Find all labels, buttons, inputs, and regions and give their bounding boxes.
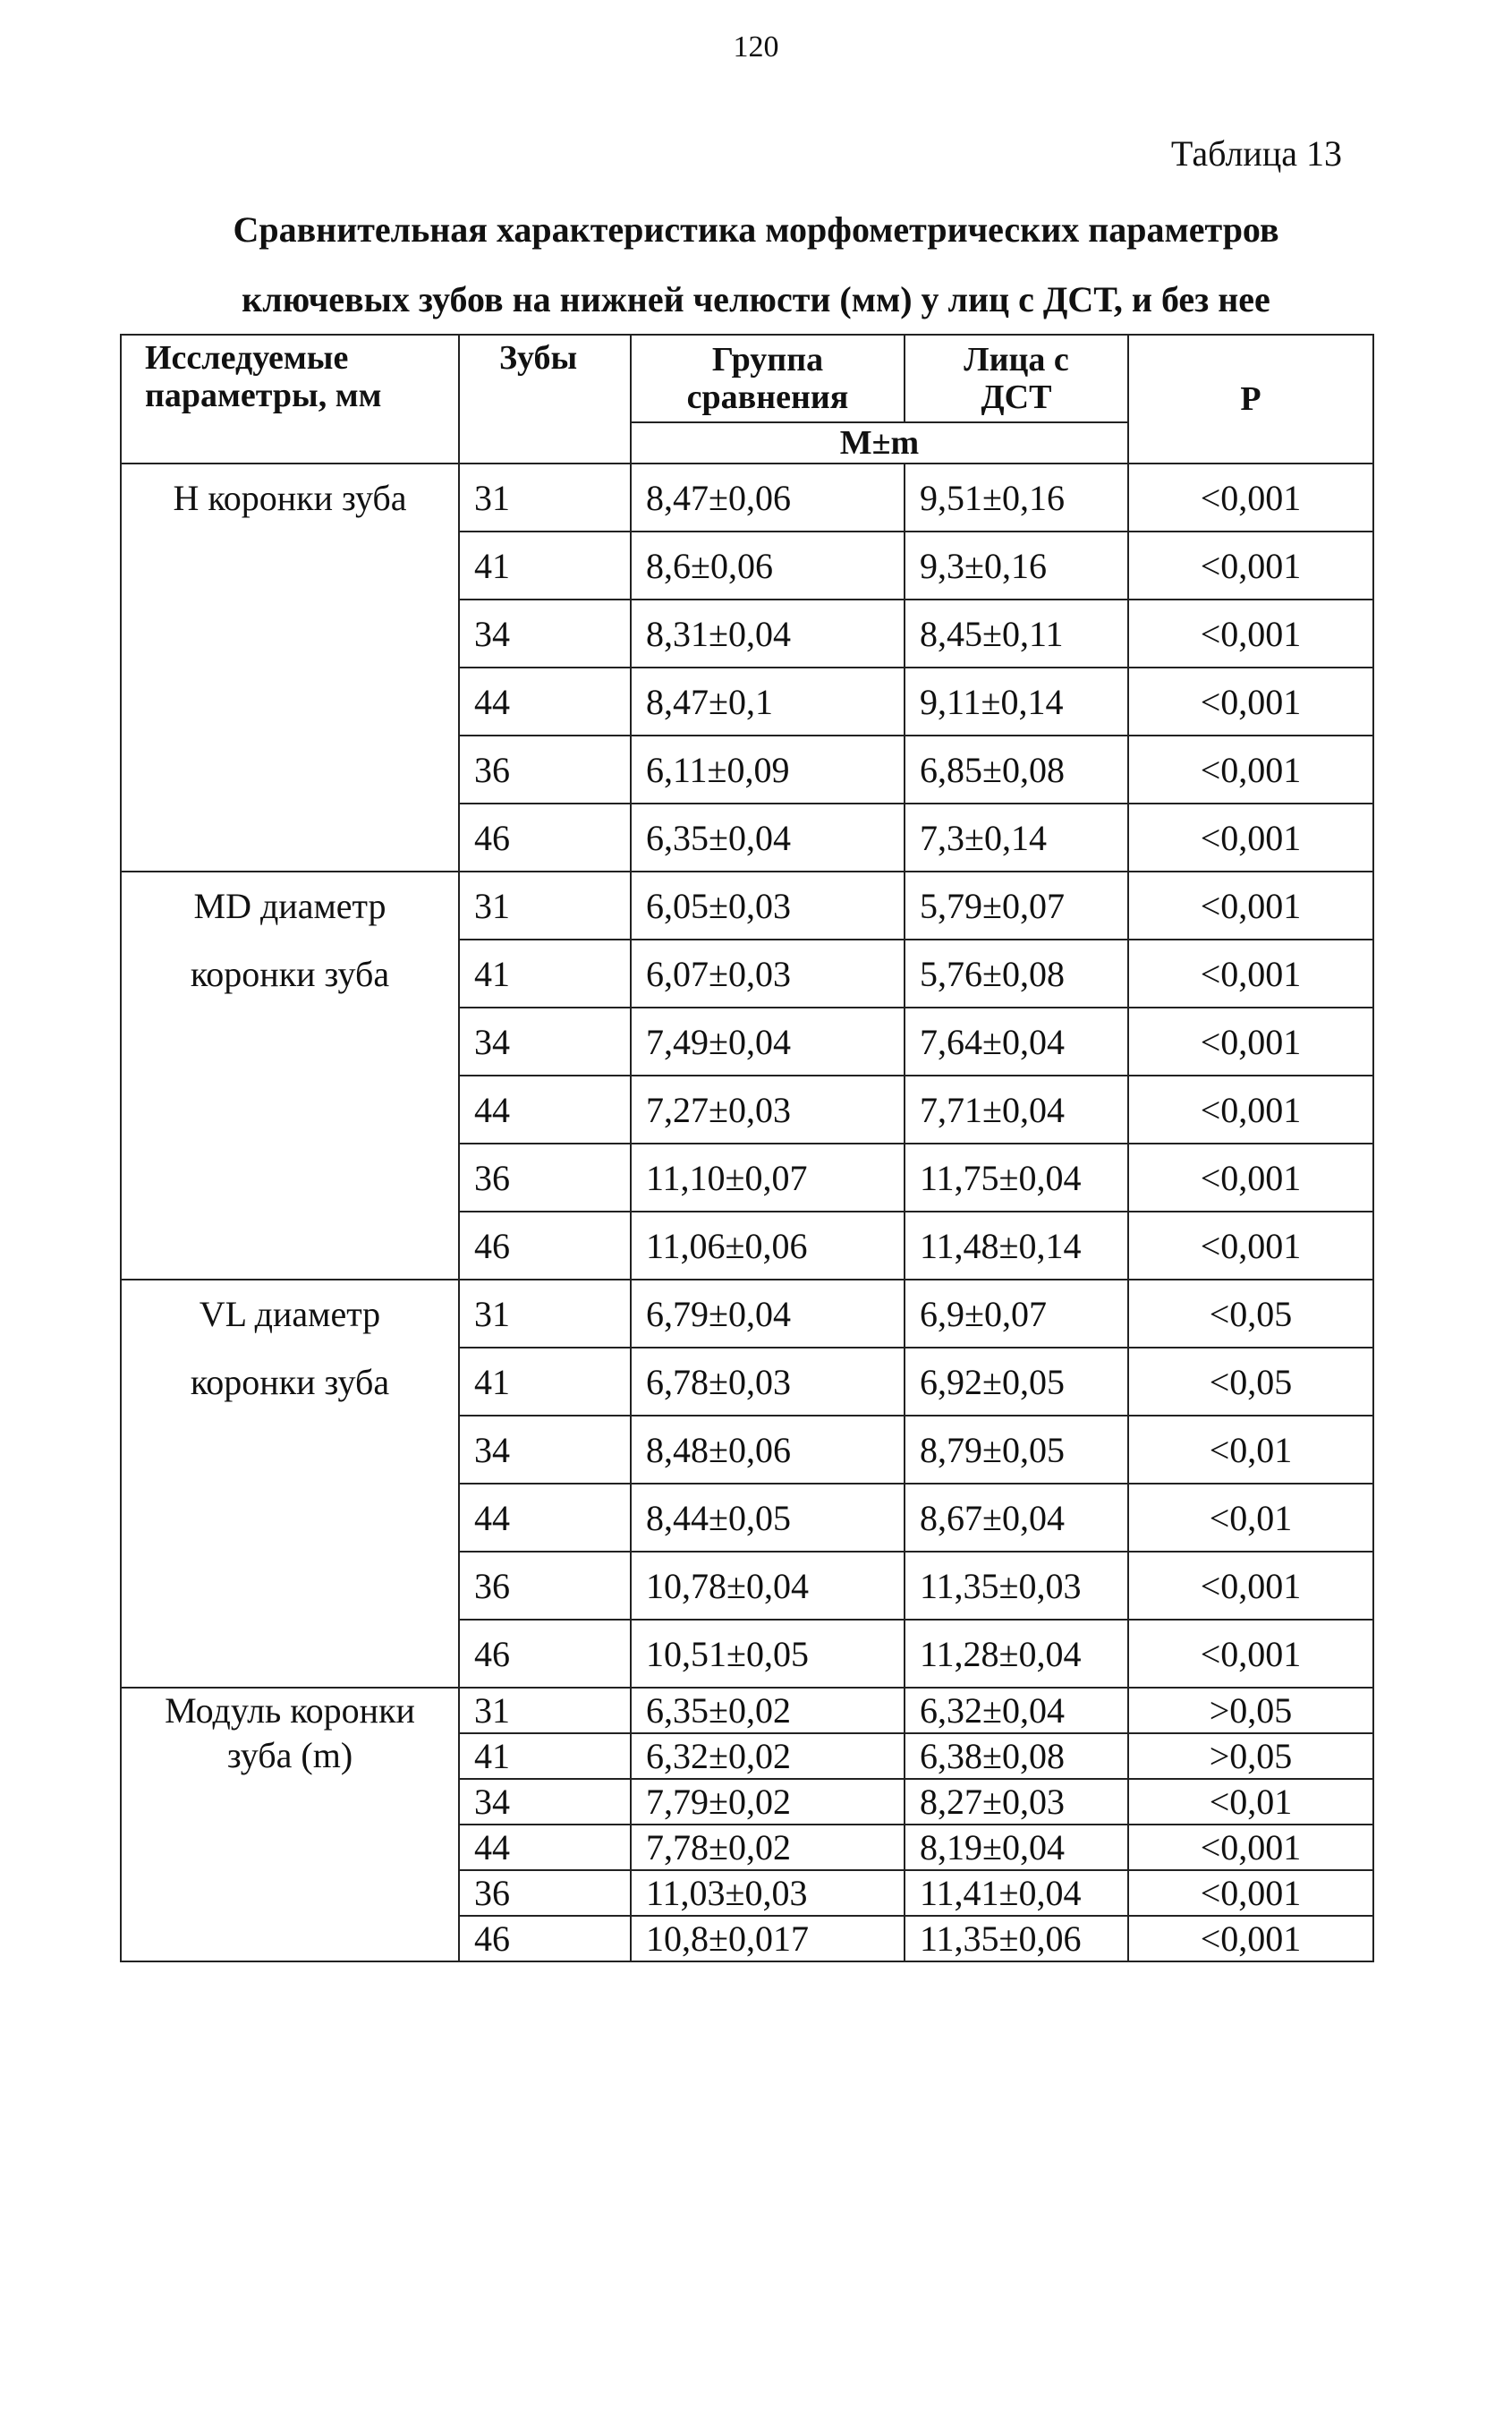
group-value-cell: 11,06±0,06 [631,1212,905,1280]
dst-value-cell: 8,67±0,04 [905,1484,1128,1552]
p-value-cell: <0,001 [1128,1825,1373,1870]
dst-value-cell: 5,76±0,08 [905,940,1128,1008]
param-label-line: зуба (m) [226,1735,353,1775]
header-group-line-2: сравнения [686,379,849,416]
p-value-cell: <0,01 [1128,1779,1373,1825]
p-value-cell: <0,001 [1128,940,1373,1008]
p-value-cell: <0,01 [1128,1416,1373,1484]
p-value-cell: <0,001 [1128,804,1373,872]
table-row [121,872,1373,940]
p-value-cell: <0,001 [1128,736,1373,804]
tooth-cell: 46 [459,1212,631,1280]
dst-value-cell: 5,79±0,07 [905,872,1128,940]
tooth-cell: 34 [459,600,631,668]
tooth-cell: 41 [459,1348,631,1416]
p-value-cell: <0,001 [1128,532,1373,600]
header-params-line-1: Исследуемые [145,339,349,377]
tooth-cell: 31 [459,1280,631,1348]
p-value-cell: <0,001 [1128,1552,1373,1620]
group-value-cell: 8,47±0,1 [631,668,905,736]
tooth-cell: 41 [459,940,631,1008]
p-value-cell: <0,001 [1128,668,1373,736]
tooth-cell: 34 [459,1779,631,1825]
title-line-1: Сравнительная характеристика морфометрических параметров [233,209,1279,250]
tooth-cell: 44 [459,1825,631,1870]
dst-value-cell: 8,79±0,05 [905,1416,1128,1484]
table-title [116,195,1396,335]
group-value-cell: 10,8±0,017 [631,1916,905,1961]
group-value-cell: 6,35±0,02 [631,1688,905,1733]
group-value-cell: 7,27±0,03 [631,1076,905,1144]
dst-value-cell: 11,75±0,04 [905,1144,1128,1212]
param-cell [121,464,459,872]
group-value-cell: 7,49±0,04 [631,1008,905,1076]
dst-value-cell: 11,35±0,06 [905,1916,1128,1961]
header-params [121,335,459,464]
table-header [121,335,1373,464]
dst-value-cell: 6,9±0,07 [905,1280,1128,1348]
tooth-cell: 36 [459,1552,631,1620]
dst-value-cell: 6,38±0,08 [905,1733,1128,1779]
page-number: 120 [733,30,779,64]
group-value-cell: 6,05±0,03 [631,872,905,940]
dst-value-cell: 7,3±0,14 [905,804,1128,872]
p-value-cell: <0,001 [1128,1008,1373,1076]
header-group [631,335,905,422]
group-value-cell: 8,47±0,06 [631,464,905,532]
dst-value-cell: 6,85±0,08 [905,736,1128,804]
header-dst-line-1: Лица с [964,341,1069,379]
p-value-cell: <0,05 [1128,1280,1373,1348]
group-value-cell: 6,11±0,09 [631,736,905,804]
group-value-cell: 8,44±0,05 [631,1484,905,1552]
tooth-cell: 46 [459,1916,631,1961]
param-cell [121,872,459,1280]
title-line-2: ключевых зубов на нижней челюсти (мм) у лиц с ДСТ, и без нее [242,279,1270,319]
dst-value-cell: 6,32±0,04 [905,1688,1128,1733]
group-value-cell: 11,03±0,03 [631,1870,905,1916]
param-label-line: коронки зуба [190,954,390,994]
p-value-cell: <0,001 [1128,1620,1373,1688]
param-label-line: коронки зуба [190,1362,390,1402]
dst-value-cell: 8,45±0,11 [905,600,1128,668]
dst-value-cell: 11,48±0,14 [905,1212,1128,1280]
dst-value-cell: 7,64±0,04 [905,1008,1128,1076]
group-value-cell: 6,35±0,04 [631,804,905,872]
dst-value-cell: 7,71±0,04 [905,1076,1128,1144]
tooth-cell: 46 [459,804,631,872]
table-row [121,1280,1373,1348]
group-value-cell: 8,31±0,04 [631,600,905,668]
param-label-line: Модуль коронки [165,1690,415,1731]
p-value-cell: <0,001 [1128,464,1373,532]
tooth-cell: 36 [459,1870,631,1916]
group-value-cell: 8,48±0,06 [631,1416,905,1484]
dst-value-cell: 9,51±0,16 [905,464,1128,532]
p-value-cell: <0,001 [1128,1870,1373,1916]
header-dst-line-2: ДСТ [981,379,1052,416]
dst-value-cell: 9,3±0,16 [905,532,1128,600]
param-label-line: MD диаметр [193,886,386,926]
param-label-line: VL диаметр [199,1294,381,1334]
group-value-cell: 10,51±0,05 [631,1620,905,1688]
dst-value-cell: 11,41±0,04 [905,1870,1128,1916]
p-value-cell: <0,001 [1128,872,1373,940]
p-value-cell: <0,05 [1128,1348,1373,1416]
tooth-cell: 44 [459,1484,631,1552]
p-value-cell: >0,05 [1128,1688,1373,1733]
tooth-cell: 34 [459,1416,631,1484]
group-value-cell: 6,07±0,03 [631,940,905,1008]
group-value-cell: 6,79±0,04 [631,1280,905,1348]
p-value-cell: <0,001 [1128,1916,1373,1961]
data-table [120,334,1374,1962]
table-row [121,1688,1373,1733]
group-value-cell: 10,78±0,04 [631,1552,905,1620]
header-teeth: Зубы [459,335,631,464]
param-cell [121,1688,459,1961]
tooth-cell: 44 [459,1076,631,1144]
dst-value-cell: 6,92±0,05 [905,1348,1128,1416]
header-params-line-2: параметры, мм [145,377,382,414]
group-value-cell: 7,79±0,02 [631,1779,905,1825]
dst-value-cell: 11,28±0,04 [905,1620,1128,1688]
dst-value-cell: 11,35±0,03 [905,1552,1128,1620]
group-value-cell: 6,78±0,03 [631,1348,905,1416]
header-dst [905,335,1128,422]
group-value-cell: 6,32±0,02 [631,1733,905,1779]
tooth-cell: 44 [459,668,631,736]
header-mean-error: M±m [631,422,1128,464]
tooth-cell: 41 [459,532,631,600]
table-label: Таблица 13 [1170,133,1342,174]
tooth-cell: 31 [459,464,631,532]
tooth-cell: 46 [459,1620,631,1688]
p-value-cell: <0,001 [1128,600,1373,668]
tooth-cell: 31 [459,872,631,940]
group-value-cell: 8,6±0,06 [631,532,905,600]
group-value-cell: 7,78±0,02 [631,1825,905,1870]
dst-value-cell: 8,19±0,04 [905,1825,1128,1870]
p-value-cell: <0,001 [1128,1212,1373,1280]
p-value-cell: <0,001 [1128,1144,1373,1212]
dst-value-cell: 9,11±0,14 [905,668,1128,736]
dst-value-cell: 8,27±0,03 [905,1779,1128,1825]
tooth-cell: 31 [459,1688,631,1733]
tooth-cell: 36 [459,1144,631,1212]
table-body [121,464,1373,1961]
header-p: P [1128,335,1373,464]
tooth-cell: 34 [459,1008,631,1076]
p-value-cell: <0,01 [1128,1484,1373,1552]
tooth-cell: 36 [459,736,631,804]
p-value-cell: <0,001 [1128,1076,1373,1144]
header-group-line-1: Группа [711,341,824,379]
p-value-cell: >0,05 [1128,1733,1373,1779]
tooth-cell: 41 [459,1733,631,1779]
param-cell [121,1280,459,1688]
param-label-line: Н коронки зуба [173,478,407,518]
group-value-cell: 11,10±0,07 [631,1144,905,1212]
table-row [121,464,1373,532]
